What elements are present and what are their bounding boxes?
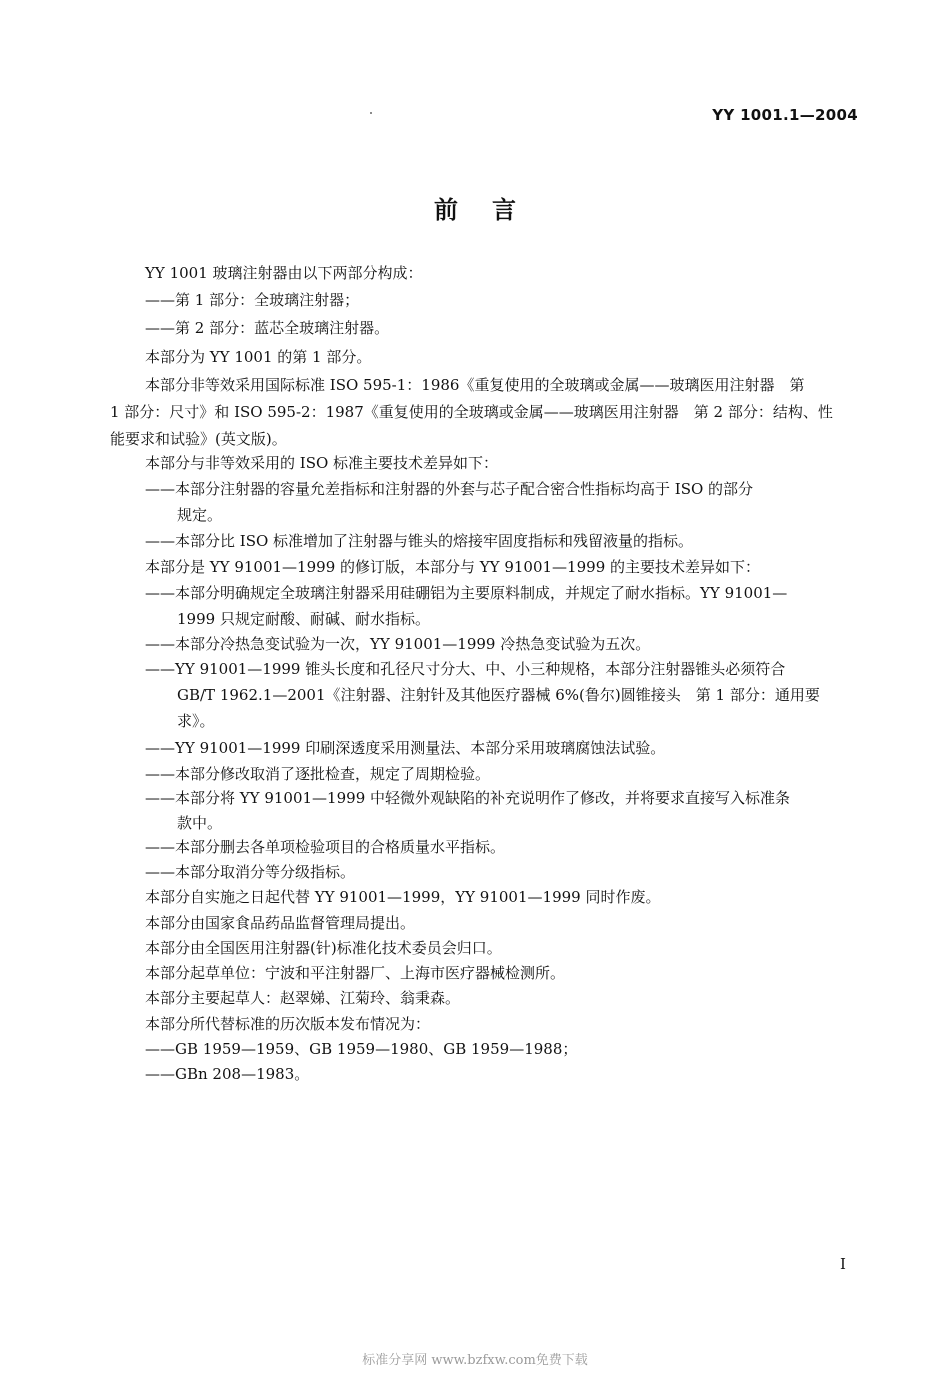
paragraph-line: GB/T 1962.1—2001《注射器、注射针及其他医疗器械 6%(鲁尔)圆锥接头 第 1 部分：通用要 bbox=[177, 686, 820, 704]
paragraph-line: YY 1001 玻璃注射器由以下两部分构成： bbox=[145, 264, 423, 282]
standard-number: YY 1001.1—2004 bbox=[712, 106, 858, 124]
paragraph-line: 能要求和试验》(英文版)。 bbox=[110, 430, 287, 448]
paragraph-line: 本部分非等效采用国际标准 ISO 595-1：1986《重复使用的全玻璃或金属——玻璃医用注射器 第 bbox=[145, 376, 805, 394]
paragraph-line: ——本部分将 YY 91001—1999 中轻微外观缺陷的补充说明作了修改，并将要求直接写入标准条 bbox=[145, 789, 791, 807]
paragraph-line: 本部分为 YY 1001 的第 1 部分。 bbox=[145, 348, 372, 366]
paragraph-line: ——本部分删去各单项检验项目的合格质量水平指标。 bbox=[145, 838, 506, 856]
paragraph-line: 1 部分：尺寸》和 ISO 595-2：1987《重复使用的全玻璃或金属——玻璃医用注射器 第 2 部分：结构、性 bbox=[110, 403, 833, 421]
page-title: 前言 bbox=[434, 196, 550, 224]
paragraph-line: ——本部分取消分等分级指标。 bbox=[145, 863, 356, 881]
paragraph-line: 规定。 bbox=[177, 506, 223, 524]
paragraph-line: 本部分由全国医用注射器(针)标准化技术委员会归口。 bbox=[145, 939, 502, 957]
paragraph-line: ——GBn 208—1983。 bbox=[145, 1065, 310, 1083]
paragraph-line: 款中。 bbox=[177, 814, 223, 832]
paragraph-line: 本部分主要起草人：赵翠娣、江菊玲、翁秉森。 bbox=[145, 989, 461, 1007]
paragraph-line: ——本部分明确规定全玻璃注射器采用硅硼铝为主要原料制成，并规定了耐水指标。YY 91001— bbox=[145, 584, 788, 602]
paragraph-line: 求》。 bbox=[177, 712, 215, 730]
paragraph-line: 本部分由国家食品药品监督管理局提出。 bbox=[145, 914, 416, 932]
paragraph-line: ——GB 1959—1959、GB 1959—1980、GB 1959—1988； bbox=[145, 1040, 578, 1058]
paragraph-line: 1999 只规定耐酸、耐碱、耐水指标。 bbox=[177, 610, 430, 628]
paragraph-line: ——YY 91001—1999 锥头长度和孔径尺寸分大、中、小三种规格，本部分注射器锥头必须符合 bbox=[145, 660, 786, 678]
paragraph-line: 本部分自实施之日起代替 YY 91001—1999，YY 91001—1999 同时作废。 bbox=[145, 888, 661, 906]
paragraph-line: ——本部分冷热急变试验为一次，YY 91001—1999 冷热急变试验为五次。 bbox=[145, 635, 651, 653]
paragraph-line: ——本部分注射器的容量允差指标和注射器的外套与芯子配合密合性指标均高于 ISO 的部分 bbox=[145, 480, 754, 498]
paragraph-line: 本部分所代替标准的历次版本发布情况为： bbox=[145, 1015, 431, 1033]
paragraph-line: ——本部分比 ISO 标准增加了注射器与锥头的熔接牢固度指标和残留液量的指标。 bbox=[145, 532, 694, 550]
page-number: I bbox=[840, 1255, 846, 1273]
paragraph-line: 本部分与非等效采用的 ISO 标准主要技术差异如下： bbox=[145, 454, 499, 472]
scan-speck bbox=[370, 112, 372, 114]
footer-watermark: 标准分享网 www.bzfxw.com免费下载 bbox=[362, 1353, 588, 1368]
paragraph-line: ——第 1 部分：全玻璃注射器； bbox=[145, 291, 360, 309]
paragraph-line: ——本部分修改取消了逐批检查，规定了周期检验。 bbox=[145, 765, 491, 783]
paragraph-line: 本部分起草单位：宁波和平注射器厂、上海市医疗器械检测所。 bbox=[145, 964, 566, 982]
paragraph-line: ——YY 91001—1999 印刷深透度采用测量法、本部分采用玻璃腐蚀法试验。 bbox=[145, 739, 666, 757]
paragraph-line: 本部分是 YY 91001—1999 的修订版，本部分与 YY 91001—1999 的主要技术差异如下： bbox=[145, 558, 761, 576]
paragraph-line: ——第 2 部分：蓝芯全玻璃注射器。 bbox=[145, 319, 390, 337]
